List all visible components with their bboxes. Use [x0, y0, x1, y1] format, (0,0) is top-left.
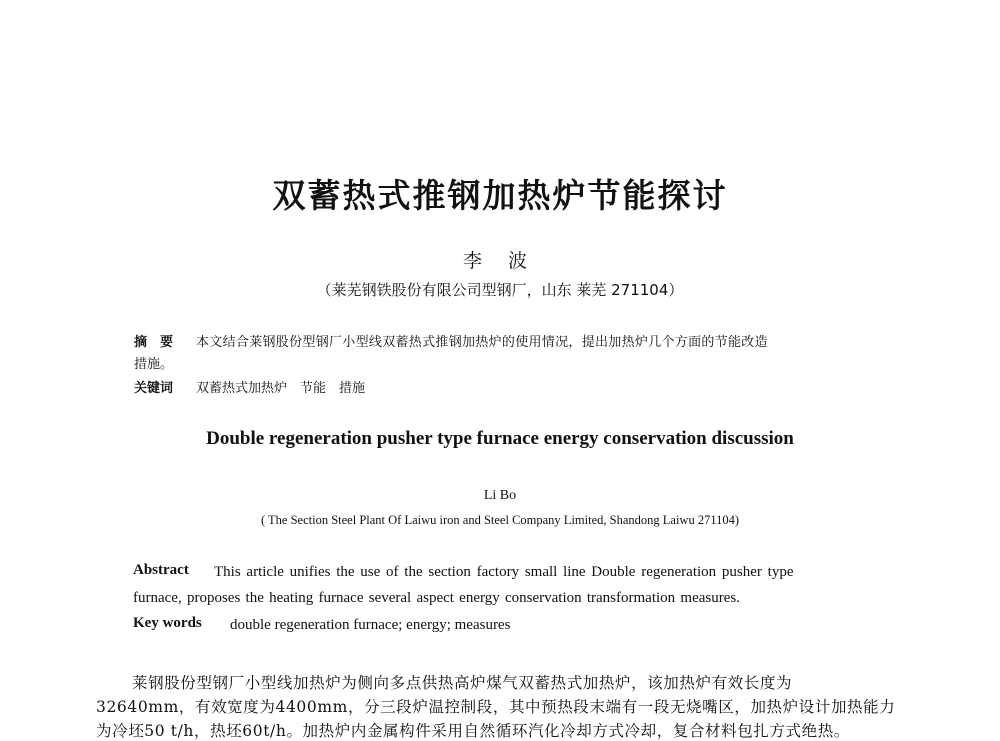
- author-name-en: Li Bo: [483, 488, 517, 503]
- body-paragraph-line2: 32640mm，有效宽度为4400mm，分三段炉温控制段，其中预热段末端有一段无烧嘴区，加热炉设计加热能力: [96, 698, 896, 716]
- body-paragraph-line1: 莱钢股份型钢厂小型线加热炉为侧向多点供热高炉煤气双蓄热式加热炉，该加热炉有效长度为: [132, 674, 793, 692]
- author-name-cn: 李 波: [462, 250, 538, 272]
- abstract-text-cn-line2: 措施。: [134, 357, 174, 372]
- keywords-text-cn: 双蓄热式加热炉 节能 措施: [196, 381, 366, 396]
- abstract-label-en: Abstract: [133, 562, 189, 578]
- abstract-label-cn: 摘 要: [134, 335, 174, 350]
- abstract-text-en-line2: furnace, proposes the heating furnace several aspect energy conservation transformation measures.: [133, 590, 740, 606]
- keywords-text-en: double regeneration furnace; energy; measures: [230, 617, 511, 633]
- keywords-label-en: Key words: [133, 615, 202, 631]
- paper-title-en: Double regeneration pusher type furnace energy conservation discussion: [206, 428, 794, 449]
- author-affiliation-en: ( The Section Steel Plant Of Laiwu iron and Steel Company Limited, Shandong Laiwu 271104): [260, 513, 740, 527]
- paper-title-cn: 双蓄热式推钢加热炉节能探讨: [272, 176, 728, 215]
- keywords-label-cn: 关键词: [134, 381, 174, 396]
- abstract-text-cn-line1: 本文结合莱钢股份型钢厂小型线双蓄热式推钢加热炉的使用情况，提出加热炉几个方面的节能改造: [196, 335, 768, 350]
- abstract-text-en-line1: This article unifies the use of the section factory small line Double regeneration pusher type: [214, 564, 794, 580]
- body-paragraph-line3: 为冷坯50 t/h，热坯60t/h。加热炉内金属构件采用自然循环汽化冷却方式冷却，复合材料包扎方式绝热。: [96, 722, 850, 740]
- author-affiliation-cn: （莱芜钢铁股份有限公司型钢厂，山东 莱芜 271104）: [316, 281, 684, 299]
